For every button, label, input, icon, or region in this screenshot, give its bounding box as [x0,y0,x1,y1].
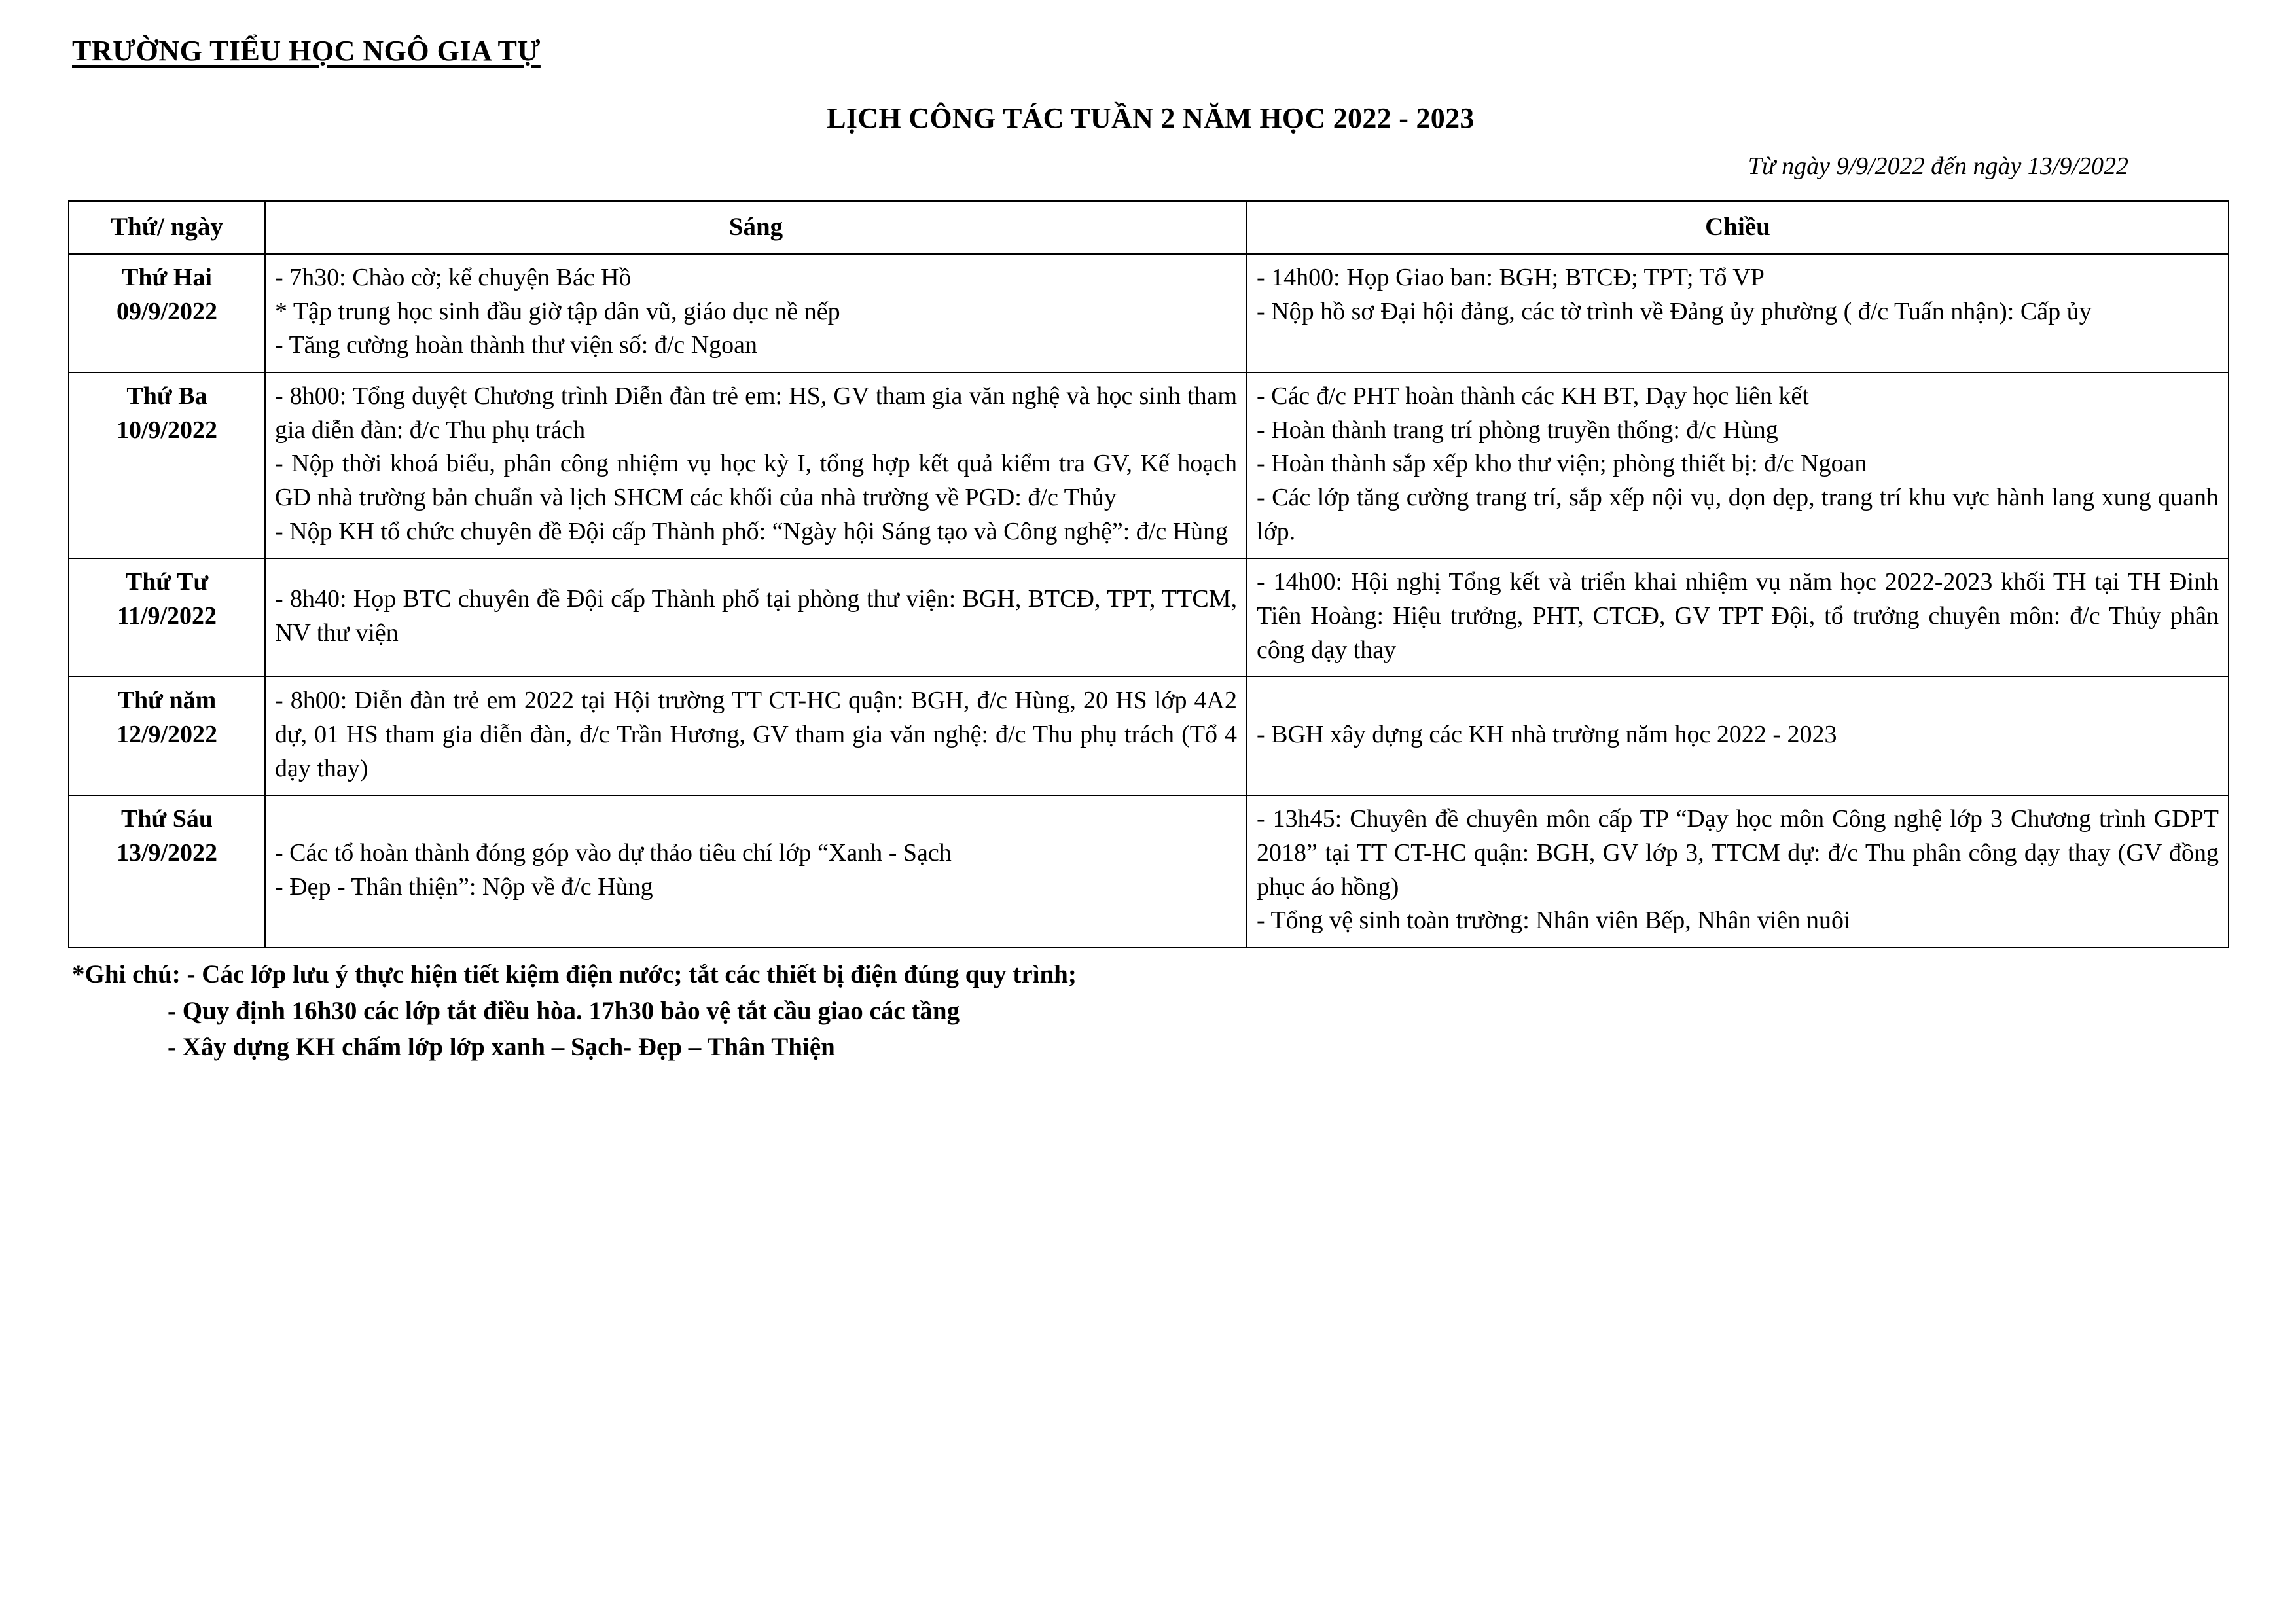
table-row [69,558,2229,677]
entry-line: - 13h45: Chuyên đề chuyên môn cấp TP “Dạy học môn Công nghệ lớp 3 Chương trình GDPT 2018” tại TT CT-HC quận: BGH, GV lớp 3, TTCM dự: đ/c Thu phân công dạy thay (GV đồng phục áo hồng) [1257,805,2219,901]
afternoon-cell [1247,372,2229,558]
entry-line: - 14h00: Hội nghị Tổng kết và triển khai nhiệm vụ năm học 2022-2023 khối TH tại TH Đinh Tiên Hoàng: Hiệu trưởng, PHT, CTCĐ, GV TPT Đội, tổ trưởng chuyên môn: đ/c Thủy phân công dạy thay [1257,568,2219,664]
entry-line: - 8h00: Tổng duyệt Chương trình Diễn đàn trẻ em: HS, GV tham gia văn nghệ và học sinh tham gia diễn đàn: đ/c Thu phụ trách [275,382,1237,444]
entry-line: - Tổng vệ sinh toàn trường: Nhân viên Bếp, Nhân viên nuôi [1257,907,1851,935]
entry-line: - Các đ/c PHT hoàn thành các KH BT, Dạy học liên kết [1257,382,1809,410]
entry-line: - 8h00: Diễn đàn trẻ em 2022 tại Hội trường TT CT-HC quận: BGH, đ/c Hùng, 20 HS lớp 4A2 dự, 01 HS tham gia diễn đàn, đ/c Trần Hương, GV tham gia văn nghệ: đ/c Thu phụ trách (Tổ 4 dạy thay) [275,687,1237,782]
weekly-schedule-table [68,200,2229,948]
entry-line: - Hoàn thành trang trí phòng truyền thống: đ/c Hùng [1257,416,1778,444]
entry-line: - 8h40: Họp BTC chuyên đề Đội cấp Thành phố tại phòng thư viện: BGH, BTCĐ, TPT, TTCM, NV thư viện [275,585,1237,647]
entry-line: - Nộp hồ sơ Đại hội đảng, các tờ trình về Đảng ủy phường ( đ/c Tuấn nhận): Cấp ủy [1257,297,2092,325]
entry-line: - 7h30: Chào cờ; kể chuyện Bác Hồ [275,264,632,292]
entry-line: - Các tổ hoàn thành đóng góp vào dự thảo tiêu chí lớp “Xanh - Sạch [275,839,952,867]
morning-cell [265,254,1247,372]
entry-line: - BGH xây dựng các KH nhà trường năm học 2022 - 2023 [1257,721,1837,749]
day-cell [69,558,265,677]
page-title: LỊCH CÔNG TÁC TUẦN 2 NĂM HỌC 2022 - 2023 [827,102,1475,134]
table-row [69,795,2229,948]
note-line-text: - Xây dựng KH chấm lớp lớp xanh – Sạch- Đẹp – Thân Thiện [168,1032,835,1061]
day-date: 10/9/2022 [116,416,218,444]
day-date: 11/9/2022 [117,602,217,630]
afternoon-cell [1247,254,2229,372]
entry-line: - Nộp KH tổ chức chuyên đề Đội cấp Thành phố: “Ngày hội Sáng tạo và Công nghệ”: đ/c Hùng [275,517,1229,545]
morning-cell [265,372,1247,558]
morning-cell [265,677,1247,795]
table-row [69,372,2229,558]
morning-cell [265,558,1247,677]
entry-line: - Nộp thời khoá biểu, phân công nhiệm vụ học kỳ I, tổng hợp kết quả kiểm tra GV, Kế hoạch GD nhà trường bản chuẩn và lịch SHCM các khối của nhà trường về PGD: đ/c Thủy [275,450,1237,512]
column-header-afternoon: Chiều [1247,201,2229,254]
note-line-text: - Các lớp lưu ý thực hiện tiết kiệm điện nước; tắt các thiết bị điện đúng quy trình; [187,960,1077,989]
notes-label: *Ghi chú: [72,960,181,989]
afternoon-cell [1247,795,2229,948]
column-header-day: Thứ/ ngày [69,201,265,254]
day-date: 09/9/2022 [116,297,218,325]
entry-line: - 14h00: Họp Giao ban: BGH; BTCĐ; TPT; Tổ VP [1257,264,1765,292]
day-cell [69,372,265,558]
title-block [68,101,2233,135]
date-range: Từ ngày 9/9/2022 đến ngày 13/9/2022 [1748,153,2128,180]
entry-line: * Tập trung học sinh đầu giờ tập dân vũ, giáo dục nề nếp [275,297,840,325]
day-name: Thứ Hai [122,264,212,292]
day-cell [69,677,265,795]
column-header-morning: Sáng [265,201,1247,254]
notes-block [68,956,2233,1065]
afternoon-cell [1247,558,2229,677]
school-name-row [68,34,2233,67]
table-row [69,677,2229,795]
entry-line: - Các lớp tăng cường trang trí, sắp xếp nội vụ, dọn dẹp, trang trí khu vực hành lang xung quanh lớp. [1257,484,2219,545]
day-name: Thứ Tư [125,568,209,596]
day-cell [69,254,265,372]
day-date: 12/9/2022 [116,721,218,749]
notes-first-line [68,956,2233,992]
school-name: TRƯỜNG TIỂU HỌC NGÔ GIA TỰ [72,35,541,67]
entry-line: - Đẹp - Thân thiện”: Nộp về đ/c Hùng [275,873,653,901]
morning-cell [265,795,1247,948]
entry-line: - Hoàn thành sắp xếp kho thư viện; phòng thiết bị: đ/c Ngoan [1257,450,1867,478]
note-line-text: - Quy định 16h30 các lớp tắt điều hòa. 17h30 bảo vệ tắt cầu giao các tầng [168,996,960,1025]
day-date: 13/9/2022 [116,839,218,867]
day-name: Thứ năm [117,687,217,715]
day-name: Thứ Sáu [120,805,213,833]
afternoon-cell [1247,677,2229,795]
table-row [69,254,2229,372]
table-header-row [69,201,2229,254]
day-cell [69,795,265,948]
entry-line: - Tăng cường hoàn thành thư viện số: đ/c Ngoan [275,331,758,359]
day-name: Thứ Ba [126,382,207,410]
